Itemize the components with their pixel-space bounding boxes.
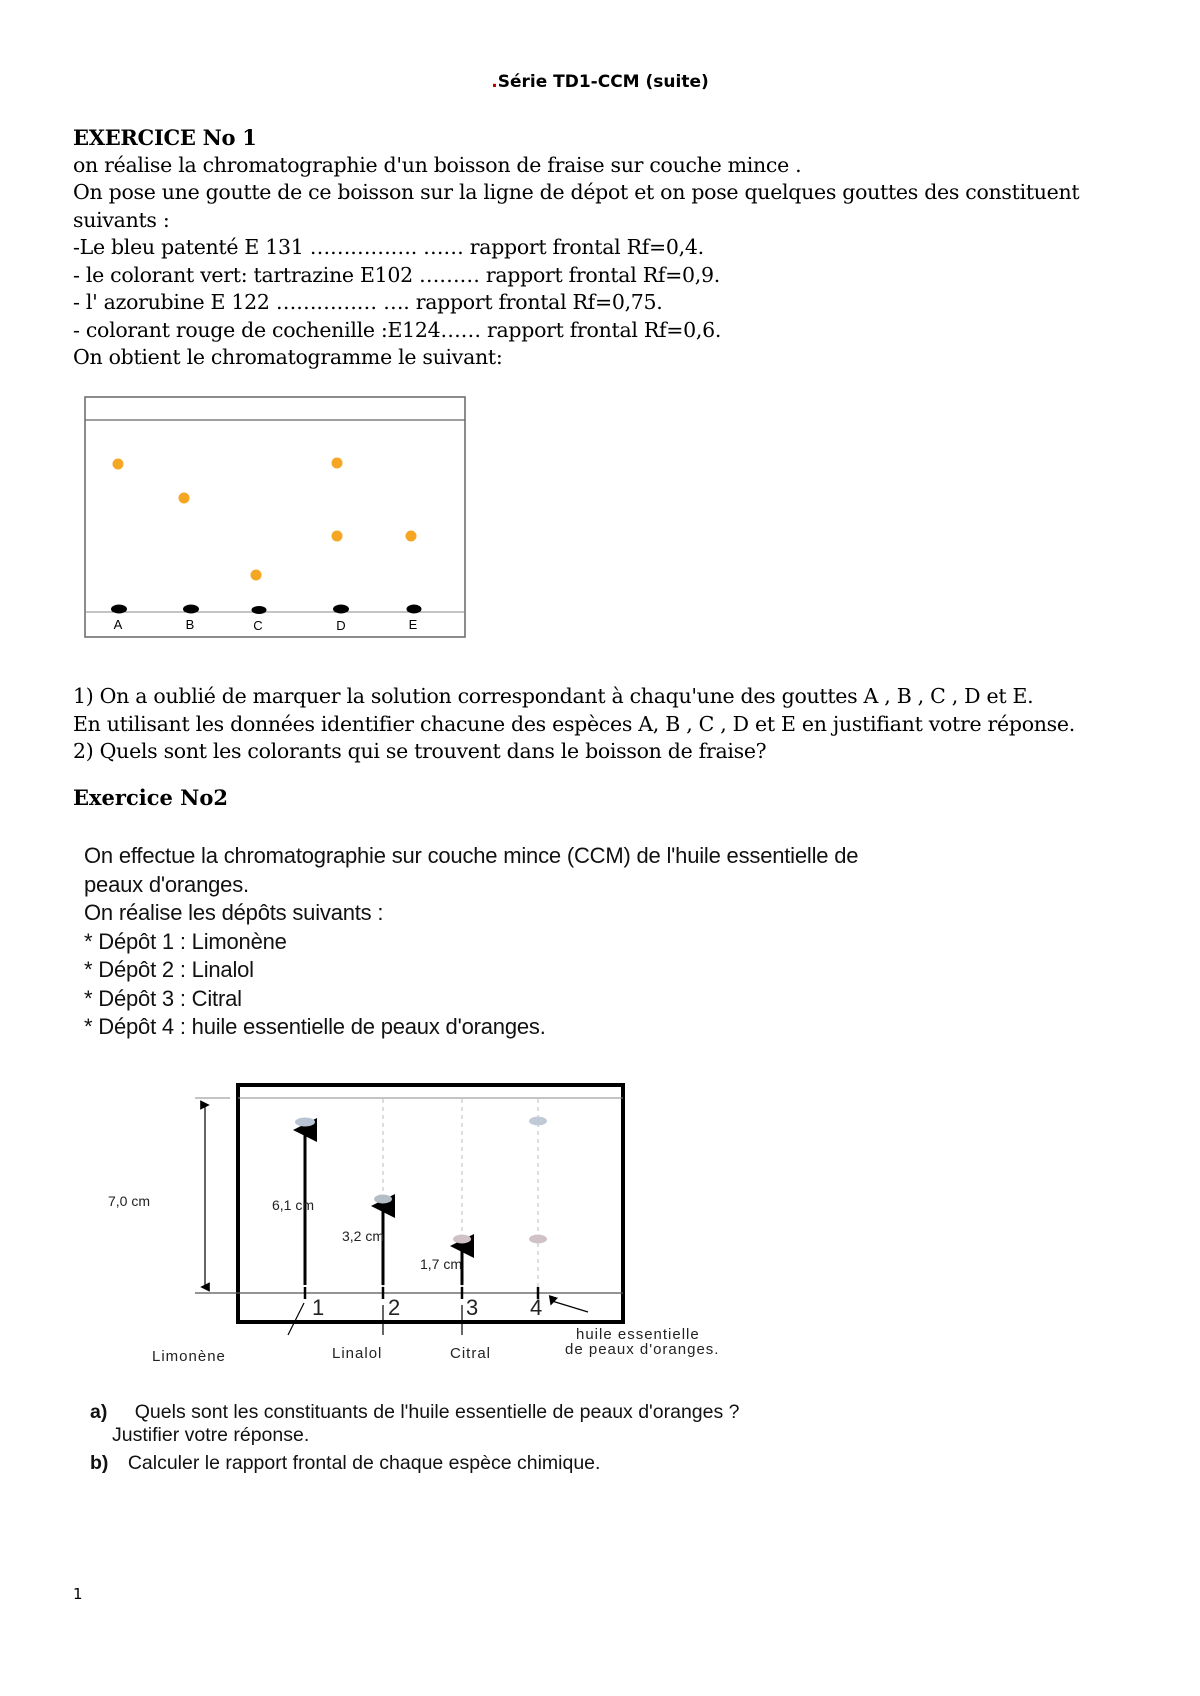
deposit-spot-b [183, 605, 199, 614]
species-label-limonene: Limonène [152, 1348, 226, 1365]
exercise-2-intro [84, 842, 984, 1042]
spot-d-lower [332, 531, 343, 542]
spot-a [113, 459, 124, 470]
species-label-citral: Citral [450, 1345, 492, 1362]
spot-c [251, 570, 262, 581]
spot-b [179, 493, 190, 504]
spot-citral [453, 1235, 471, 1244]
lane-number: 2 [388, 1295, 401, 1320]
question-b-label: b) [90, 1452, 109, 1474]
distance-label: 3,2 cm [342, 1228, 385, 1244]
distance-label: 1,7 cm [420, 1256, 463, 1272]
page-header [0, 72, 1200, 92]
exercise-1-line: on réalise la chromatographie d'un boisson de fraise sur couche mince . [73, 152, 802, 177]
chromatogram-1 [84, 396, 470, 640]
deposit-spot-c [252, 606, 267, 614]
question-line: En utilisant les données identifier chacune des espèces A, B , C , D et E en justifiant votre réponse. [73, 711, 1075, 736]
lane-number: 1 [312, 1295, 325, 1320]
chromatogram-2 [100, 1075, 860, 1365]
exercise-1-line: suivants : [73, 207, 170, 232]
intro-line: * Dépôt 1 : Limonène [84, 928, 287, 954]
spot-limonene [295, 1118, 315, 1127]
lane-label: C [253, 618, 263, 633]
lane-label: B [185, 617, 195, 632]
question-line: 2) Quels sont les colorants qui se trouvent dans le boisson de fraise? [73, 739, 767, 763]
exercise-1-line: On obtient le chromatogramme le suivant: [73, 345, 503, 369]
exercise-1-line: - colorant rouge de cochenille :E124…… rapport frontal Rf=0,6. [73, 317, 722, 342]
lane-number: 3 [466, 1295, 479, 1320]
deposit-spot-a [111, 605, 127, 614]
page-number: 1 [73, 1585, 83, 1603]
species-label-linalol: Linalol [332, 1345, 383, 1362]
header-title: Série TD1-CCM (suite) [497, 72, 709, 92]
exercise-1-line: On pose une goutte de ce boisson sur la ligne de dépot et on pose quelques gouttes des constituent [73, 180, 1080, 204]
exercise-1-line: - le colorant vert: tartrazine E102 ……… rapport frontal Rf=0,9. [73, 262, 720, 287]
plate-outline [85, 397, 465, 637]
intro-line: * Dépôt 2 : Linalol [84, 957, 254, 982]
lane-label: A [113, 617, 123, 632]
lane-label: E [408, 617, 418, 632]
spot-oil-upper [529, 1117, 547, 1126]
oil-label-line: huile essentielle [576, 1326, 700, 1343]
question-a-label: a) [90, 1401, 108, 1423]
question-a-continuation: Justifier votre réponse. [112, 1424, 310, 1446]
exercise-1 [73, 124, 1153, 372]
intro-line: * Dépôt 3 : Citral [84, 985, 242, 1011]
intro-line: On réalise les dépôts suivants : [84, 900, 384, 925]
lane-label: D [336, 618, 346, 633]
question-b-text: Calculer le rapport frontal de chaque espèce chimique. [127, 1452, 601, 1474]
question-a [90, 1401, 740, 1424]
intro-line: * Dépôt 4 : huile essentielle de peaux d'oranges. [84, 1014, 546, 1039]
exercise-1-line: -Le bleu patenté E 131 ……………. …… rapport frontal Rf=0,4. [73, 235, 704, 259]
spot-linalol [374, 1195, 392, 1204]
spot-oil-lower [529, 1235, 547, 1244]
exercise-1-questions [73, 683, 1163, 766]
intro-line: peaux d'oranges. [84, 871, 249, 897]
distance-label: 6,1 cm [272, 1197, 315, 1213]
question-a-text: Quels sont les constituants de l'huile essentielle de peaux d'oranges ? [134, 1401, 740, 1423]
spot-d-upper [332, 458, 343, 469]
oil-label-line: de peaux d'oranges. [565, 1341, 720, 1358]
exercise-2-title: Exercice No2 [73, 785, 228, 810]
height-label: 7,0 cm [108, 1193, 151, 1209]
question-line: 1) On a oublié de marquer la solution correspondant à chaqu'une des gouttes A , B , C , D et E. [73, 684, 1034, 708]
deposit-spot-e [407, 605, 422, 614]
deposit-spot-d [333, 605, 349, 614]
lane-number: 4 [530, 1295, 543, 1320]
exercise-1-title: EXERCICE No 1 [73, 125, 257, 150]
spot-e [406, 531, 417, 542]
header-dot: . [491, 72, 498, 92]
exercise-1-line: - l' azorubine E 122 …………… …. rapport frontal Rf=0,75. [73, 290, 663, 314]
intro-line: On effectue la chromatographie sur couche mince (CCM) de l'huile essentielle de [84, 843, 859, 868]
question-b [90, 1452, 600, 1475]
